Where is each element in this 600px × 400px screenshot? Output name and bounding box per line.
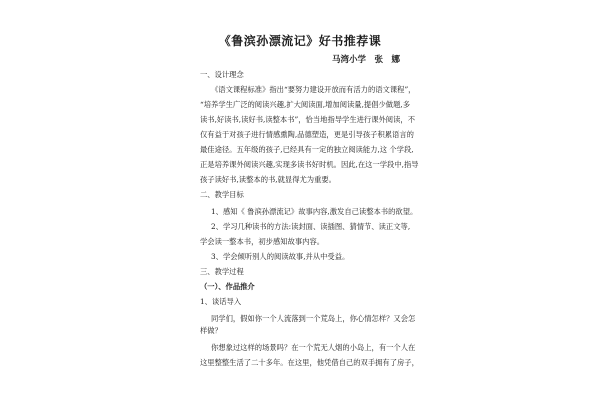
paragraph-line: 仅有益于对孩子进行情感熏陶,品德塑造，更是引导孩子积累语言的 bbox=[200, 130, 414, 139]
paragraph-line: 最佳途径。五年级的孩子,已经具有一定的独立阅读能力,这 个学段, bbox=[200, 145, 414, 154]
section-heading: 1、谈话导入 bbox=[200, 297, 242, 306]
paragraph-line: 这里整整生活了二十多年。在这里，他凭借自己的双手拥有了房子， bbox=[200, 358, 419, 367]
paragraph-line: 孩子读好书,读整本的书,就显得尤为重要。 bbox=[200, 175, 336, 184]
paragraph-line: 同学们，假如你一个人流落到一个荒岛上，你心情怎样？又会怎 bbox=[211, 314, 416, 323]
paragraph-line: 学会读一整本书，初步感知故事内容。 bbox=[200, 237, 325, 246]
paragraph-line: 《语文课程标准》指出“要努力建设开放而有活力的语文课程”， bbox=[211, 85, 416, 94]
paragraph-line: 正是培养课外阅读兴趣,实现多读书好时机。因此,在这一学段中,指导 bbox=[200, 160, 419, 169]
paragraph-line: “培养学生广泛的阅读兴趣,扩大阅读面,增加阅读量,提倡少做题,多 bbox=[200, 100, 411, 109]
section-heading: （一）、作品推介 bbox=[200, 282, 255, 291]
paragraph-line: 3、学会倾听别人的阅读故事,并从中受益。 bbox=[211, 252, 350, 261]
document-title: 《鲁滨孙漂流记》好书推荐课 bbox=[218, 34, 382, 48]
paragraph-line: 1、感知《 鲁滨孙漂流记》故事内容,激发自己读整本书的欲望。 bbox=[211, 207, 418, 216]
paragraph-line: 2、学习几种读书的方法:读封面、读插图、猜情节、读正文等, bbox=[211, 222, 411, 231]
document-author: 马湾小学 张 娜 bbox=[331, 55, 400, 65]
section-heading: 二、教学目标 bbox=[200, 190, 244, 199]
paragraph-line: 你想象过这样的场景吗？在一个荒无人烟的小岛上，有一个人在 bbox=[211, 343, 416, 352]
section-heading: 三、教学过程 bbox=[200, 267, 244, 276]
section-heading: 一、设计理念 bbox=[200, 70, 244, 79]
paragraph-line: 读书,好读书,读好书,读整本书”，恰当地指导学生进行课外阅读，不 bbox=[200, 115, 415, 124]
paragraph-line: 样做？ bbox=[200, 326, 222, 335]
